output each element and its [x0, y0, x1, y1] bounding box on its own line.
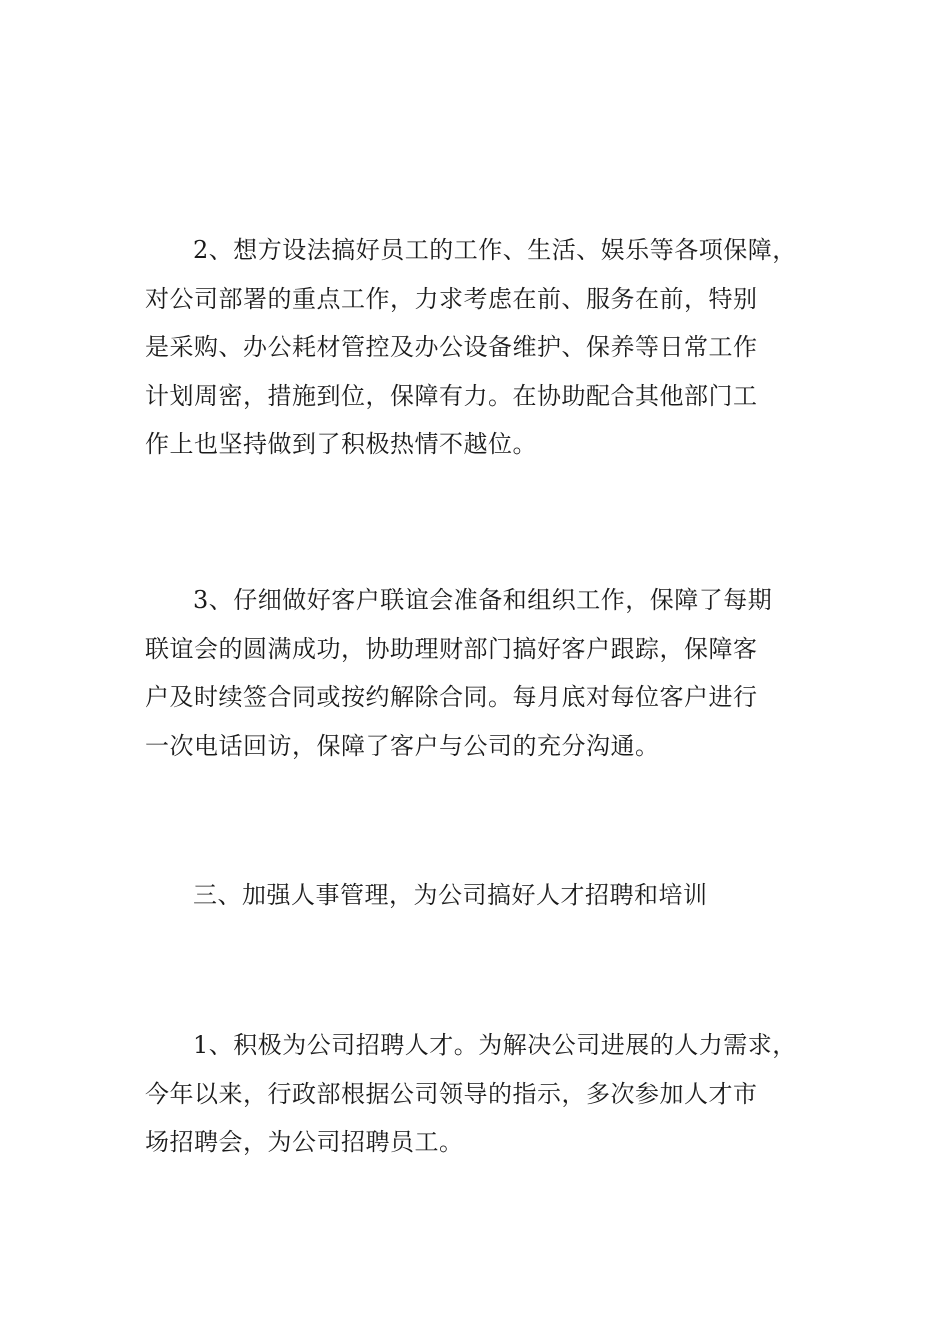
paragraph-line: 作上也坚持做到了积极热情不越位。 — [145, 430, 537, 458]
paragraph-line: 联谊会的圆满成功，协助理财部门搞好客户跟踪，保障客 — [145, 634, 758, 663]
paragraph-line: 场招聘会，为公司招聘员工。 — [145, 1128, 464, 1156]
section-heading-hr-management — [145, 871, 825, 920]
paragraph-line: 户及时续签合同或按约解除合同。每月底对每位客户进行 — [145, 683, 758, 711]
paragraph-line: 今年以来，行政部根据公司领导的指示，多次参加人才市 — [145, 1079, 758, 1108]
paragraph-line: 2、想方设法搞好员工的工作、生活、娱乐等各项保障， — [193, 236, 797, 264]
section-heading-text: 三、加强人事管理，为公司搞好人才招聘和培训 — [193, 881, 708, 909]
paragraph-line: 计划周密，措施到位，保障有力。在协助配合其他部门工 — [145, 381, 758, 410]
paragraph-recruitment — [145, 1021, 825, 1167]
paragraph-line: 对公司部署的重点工作，力求考虑在前、服务在前，特别 — [145, 284, 758, 313]
paragraph-client-events — [145, 576, 825, 770]
paragraph-line: 是采购、办公耗材管控及办公设备维护、保养等日常工作 — [145, 333, 758, 361]
paragraph-line: 1、积极为公司招聘人才。为解决公司进展的人力需求， — [193, 1031, 797, 1059]
paragraph-support-work — [145, 226, 825, 469]
paragraph-line: 3、仔细做好客户联谊会准备和组织工作，保障了每期 — [193, 586, 773, 614]
paragraph-line: 一次电话回访，保障了客户与公司的充分沟通。 — [145, 731, 660, 760]
